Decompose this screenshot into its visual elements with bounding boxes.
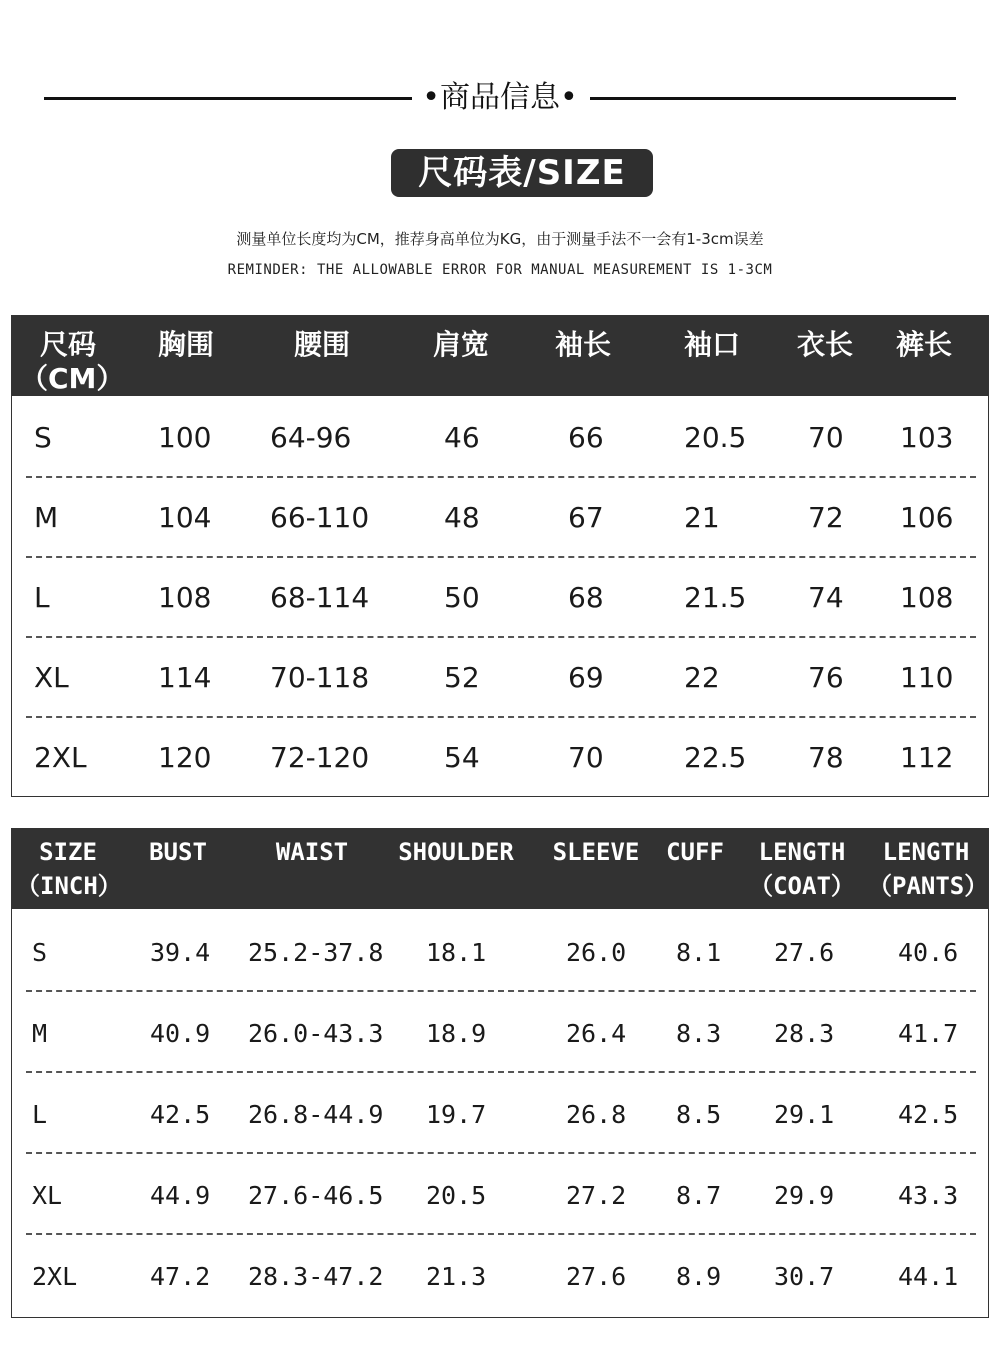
cm_table-header-6-line1: 衣长	[796, 328, 853, 361]
cm_table-cell: 68-114	[270, 581, 370, 614]
inch_table-cell: M	[32, 1019, 48, 1048]
size-table-cm	[11, 315, 989, 797]
inch_table-cell: 2XL	[32, 1262, 78, 1291]
cm_table-header-6	[772, 328, 878, 362]
size-table-cm-header	[12, 316, 988, 396]
inch_table-cell: 41.7	[898, 1019, 959, 1048]
cm_table-header-2-line1: 腰围	[293, 328, 350, 361]
inch_table-cell: S	[32, 938, 48, 967]
inch_table-header-2	[260, 835, 364, 869]
cm_table-header-4	[530, 328, 636, 362]
inch_table-cell: 40.9	[150, 1019, 211, 1048]
cm_table-header-5	[652, 328, 772, 362]
inch_table-header-0	[16, 835, 120, 903]
cm_table-cell: 120	[158, 741, 212, 774]
inch_table-cell: 21.3	[426, 1262, 487, 1291]
cm_table-cell: 69	[568, 661, 604, 694]
cm_table-cell: 110	[900, 661, 954, 694]
inch_table-row	[12, 990, 988, 1071]
inch_table-cell: 27.2	[566, 1181, 627, 1210]
cm_table-cell: 54	[444, 741, 480, 774]
cm_table-header-5-line1: 袖口	[683, 328, 740, 361]
cm_table-cell: 22	[684, 661, 720, 694]
inch_table-cell: 29.1	[774, 1100, 835, 1129]
cm_table-header-3	[408, 328, 514, 362]
inch_table-cell: 8.1	[676, 938, 722, 967]
inch_table-cell: 8.7	[676, 1181, 722, 1210]
cm_table-row	[12, 476, 988, 556]
cm_table-row	[12, 716, 988, 796]
inch_table-cell: 20.5	[426, 1181, 487, 1210]
inch_table-header-1-line1: BUST	[149, 838, 207, 866]
cm_table-row	[12, 396, 988, 476]
inch_table-cell: 19.7	[426, 1100, 487, 1129]
inch_table-header-5-line1: CUFF	[666, 838, 724, 866]
inch_table-header-6	[748, 835, 856, 903]
measurement-note-en: REMINDER: THE ALLOWABLE ERROR FOR MANUAL MEASUREMENT IS 1-3CM	[227, 262, 773, 278]
cm_table-cell: L	[34, 581, 50, 614]
inch_table-cell: 27.6	[774, 938, 835, 967]
cm_table-cell: 112	[900, 741, 954, 774]
cm_table-cell: 67	[568, 501, 604, 534]
inch_table-cell: 18.1	[426, 938, 487, 967]
inch_table-header-4	[540, 835, 652, 869]
inch_table-cell: 39.4	[150, 938, 211, 967]
inch_table-cell: 40.6	[898, 938, 959, 967]
cm_table-cell: 22.5	[684, 741, 747, 774]
cm_table-cell: 103	[900, 421, 954, 454]
section-title: •商品信息•	[422, 80, 578, 115]
cm_table-cell: 64-96	[270, 421, 352, 454]
cm_table-cell: 48	[444, 501, 480, 534]
inch_table-header-4-line1: SLEEVE	[552, 838, 640, 866]
inch_table-header-7-line1: LENGTH	[882, 838, 970, 866]
inch_table-header-5	[658, 835, 732, 869]
cm_table-cell: 78	[808, 741, 844, 774]
cm_table-cell: 104	[158, 501, 212, 534]
inch_table-row	[12, 1152, 988, 1233]
cm_table-header-7-line1: 裤长	[895, 328, 952, 361]
inch_table-cell: 26.0	[566, 938, 627, 967]
inch_table-header-3-line1: SHOULDER	[398, 838, 514, 866]
inch_table-cell: 27.6	[566, 1262, 627, 1291]
cm_table-row	[12, 556, 988, 636]
cm_table-cell: 106	[900, 501, 954, 534]
inch_table-header-0-line2: （INCH）	[16, 872, 122, 900]
cm_table-header-7	[874, 328, 974, 362]
inch_table-cell: 8.5	[676, 1100, 722, 1129]
inch_table-row	[12, 1233, 988, 1314]
inch_table-cell: XL	[32, 1181, 63, 1210]
cm_table-cell: 74	[808, 581, 844, 614]
inch_table-header-7	[868, 835, 989, 903]
inch_table-cell: 26.8	[566, 1100, 627, 1129]
cm_table-cell: 76	[808, 661, 844, 694]
inch_table-cell: 26.4	[566, 1019, 627, 1048]
cm_table-cell: 52	[444, 661, 480, 694]
inch_table-cell: 26.0-43.3	[248, 1019, 384, 1048]
cm_table-header-1-line1: 胸围	[157, 328, 214, 361]
inch_table-cell: 8.3	[676, 1019, 722, 1048]
cm_table-cell: 108	[900, 581, 954, 614]
inch_table-cell: 27.6-46.5	[248, 1181, 384, 1210]
cm_table-cell: 2XL	[34, 741, 87, 774]
inch_table-cell: 43.3	[898, 1181, 959, 1210]
inch_table-header-1	[136, 835, 220, 869]
inch_table-cell: 26.8-44.9	[248, 1100, 384, 1129]
cm_table-cell: 70	[568, 741, 604, 774]
inch_table-cell: 47.2	[150, 1262, 211, 1291]
measurement-note-cn: 测量单位长度均为CM，推荐身高单位为KG，由于测量手法不一会有1-3cm误差	[236, 230, 764, 248]
cm_table-row	[12, 636, 988, 716]
cm_table-cell: M	[34, 501, 59, 534]
cm_table-cell: XL	[34, 661, 69, 694]
inch_table-cell: 42.5	[898, 1100, 959, 1129]
inch_table-cell: L	[32, 1100, 48, 1129]
inch_table-header-6-line1: LENGTH	[758, 838, 846, 866]
cm_table-header-0-line2: （CM）	[20, 362, 125, 395]
inch_table-cell: 30.7	[774, 1262, 835, 1291]
cm_table-header-1	[140, 328, 232, 362]
cm_table-cell: 21.5	[684, 581, 747, 614]
inch_table-cell: 28.3	[774, 1019, 835, 1048]
cm_table-header-0	[20, 328, 125, 396]
size-table-inch	[11, 828, 989, 1318]
cm_table-cell: 68	[568, 581, 604, 614]
inch_table-cell: 44.1	[898, 1262, 959, 1291]
size-table-inch-header	[12, 829, 988, 909]
cm_table-cell: 66-110	[270, 501, 370, 534]
inch_table-cell: 8.9	[676, 1262, 722, 1291]
inch_table-cell: 44.9	[150, 1181, 211, 1210]
cm_table-cell: 21	[684, 501, 720, 534]
size-chart-title: 尺码表/SIZE	[391, 149, 653, 197]
cm_table-cell: 72	[808, 501, 844, 534]
cm_table-cell: 20.5	[684, 421, 747, 454]
cm_table-cell: S	[34, 421, 52, 454]
inch_table-header-2-line1: WAIST	[275, 838, 349, 866]
cm_table-header-4-line1: 袖长	[554, 328, 611, 361]
inch_table-header-0-line1: SIZE	[39, 838, 97, 866]
inch_table-row	[12, 1071, 988, 1152]
inch_table-cell: 18.9	[426, 1019, 487, 1048]
inch_table-cell: 42.5	[150, 1100, 211, 1129]
inch_table-header-6-line2: （COAT）	[749, 872, 855, 900]
cm_table-cell: 114	[158, 661, 212, 694]
inch_table-header-3	[388, 835, 524, 869]
cm_table-cell: 66	[568, 421, 604, 454]
cm_table-cell: 108	[158, 581, 212, 614]
cm_table-cell: 100	[158, 421, 212, 454]
cm_table-cell: 70-118	[270, 661, 370, 694]
inch_table-cell: 25.2-37.8	[248, 938, 384, 967]
cm_table-header-2	[262, 328, 382, 362]
cm_table-cell: 46	[444, 421, 480, 454]
cm_table-header-3-line1: 肩宽	[432, 328, 489, 361]
inch_table-header-7-line2: （PANTS）	[868, 872, 989, 900]
cm_table-header-0-line1: 尺码	[39, 328, 96, 361]
inch_table-cell: 29.9	[774, 1181, 835, 1210]
cm_table-cell: 50	[444, 581, 480, 614]
inch_table-row	[12, 909, 988, 990]
inch_table-cell: 28.3-47.2	[248, 1262, 384, 1291]
cm_table-cell: 72-120	[270, 741, 370, 774]
cm_table-cell: 70	[808, 421, 844, 454]
